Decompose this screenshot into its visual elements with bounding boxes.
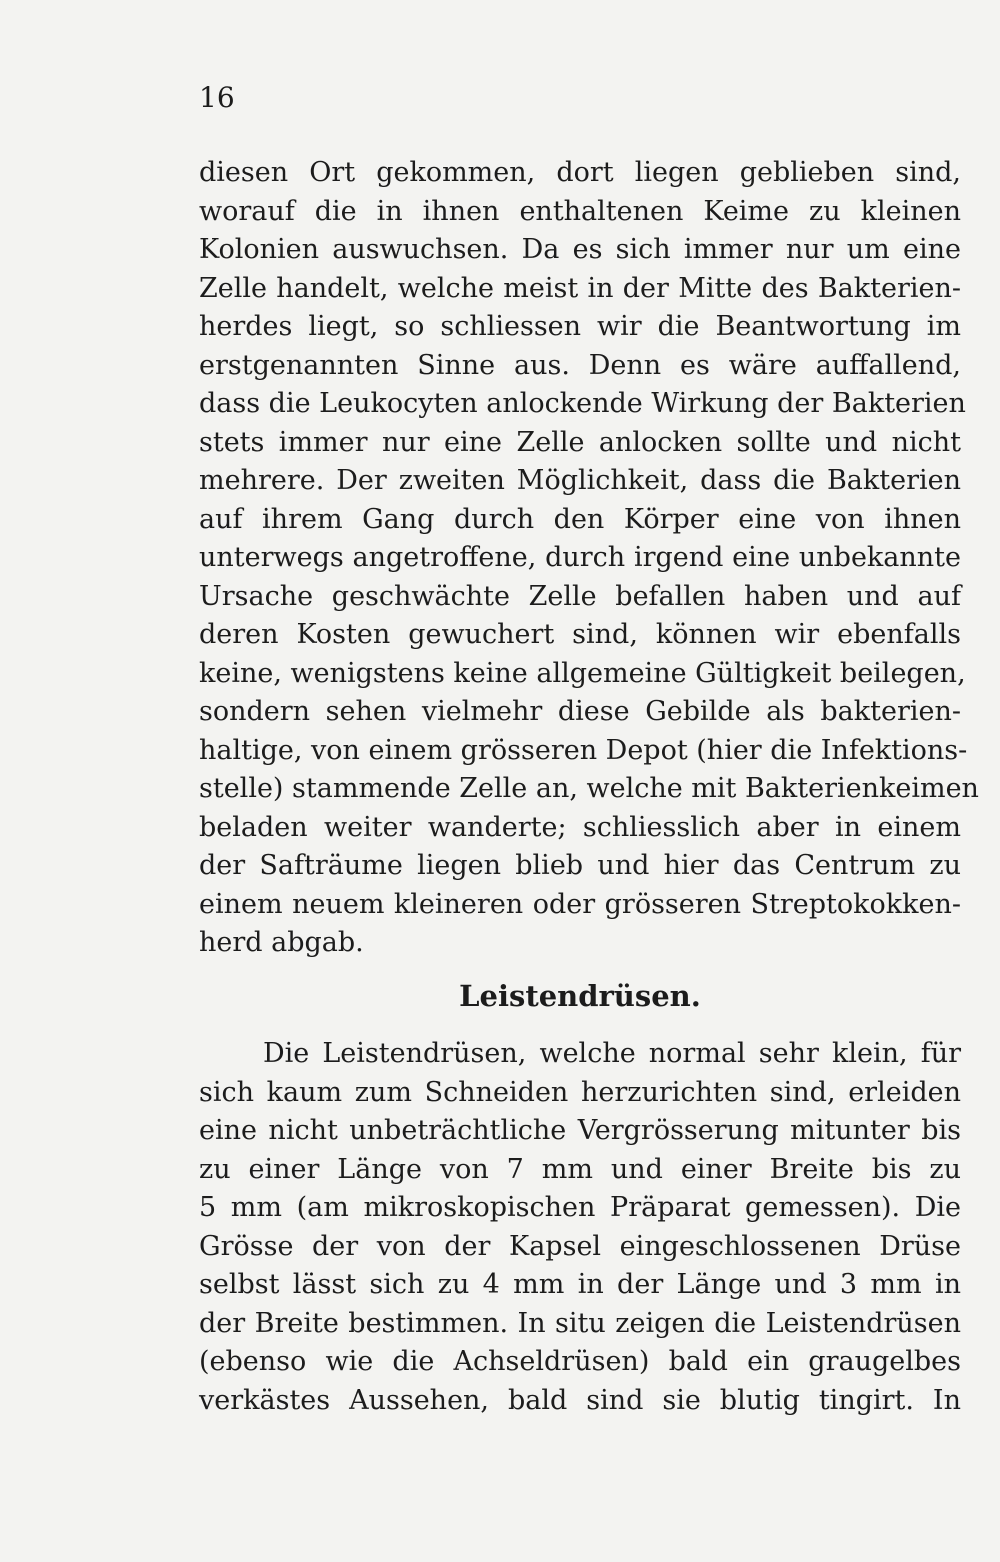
text-line: der Safträume liegen blieb und hier das Centrum zu [199,850,961,881]
text-line: (ebenso wie die Achseldrüsen) bald ein graugelbes [199,1346,961,1377]
text-line: beladen weiter wanderte; schliesslich aber in einem [199,811,961,843]
text-line: stelle) stammende Zelle an, welche mit Bakterienkeimen [199,773,979,804]
text-line: diesen Ort gekommen, dort liegen geblieben sind, [199,157,961,188]
text-line: Zelle handelt, welche meist in der Mitte des Bakterien- [199,272,961,304]
text-line: Grösse der von der Kapsel eingeschlossenen Drüse [199,1230,961,1262]
text-line: herd abgab. [199,927,364,958]
text-line: selbst lässt sich zu 4 mm in der Länge und 3 mm in [199,1269,961,1300]
text-line: deren Kosten gewuchert sind, können wir ebenfalls [199,619,961,650]
section-heading: Leistendrüsen. [459,979,701,1013]
text-line: der Breite bestimmen. In situ zeigen die Leistendrüsen [199,1307,961,1339]
text-line: verkästes Aussehen, bald sind sie blutig tingirt. In [199,1384,961,1416]
text-line: unterwegs angetroffene, durch irgend eine unbekannte [199,542,961,573]
text-line: haltige, von einem grösseren Depot (hier die Infektions- [199,734,968,766]
body-paragraph-1 [199,154,979,963]
text-line: herdes liegt, so schliessen wir die Beantwortung im [199,311,961,342]
text-line: Kolonien auswuchsen. Da es sich immer nur um eine [199,234,961,265]
text-line: eine nicht unbeträchtliche Vergrösserung mitunter bis [199,1115,961,1146]
text-line: 5 mm (am mikroskopischen Präparat gemessen). Die [199,1192,961,1223]
text-line: erstgenannten Sinne aus. Denn es wäre auffallend, [199,349,961,381]
text-line: einem neuem kleineren oder grösseren Streptokokken- [199,888,961,920]
text-line: zu einer Länge von 7 mm und einer Breite bis zu [199,1153,961,1185]
page-number: 16 [199,81,235,114]
text-line: sondern sehen vielmehr diese Gebilde als bakterien- [199,696,961,727]
text-line: auf ihrem Gang durch den Körper eine von ihnen [199,503,961,535]
text-line: sich kaum zum Schneiden herzurichten sind, erleiden [199,1076,961,1108]
text-line: worauf die in ihnen enthaltenen Keime zu kleinen [199,195,961,227]
text-line: keine, wenigstens keine allgemeine Gültigkeit beilegen, [199,657,966,689]
text-line: Ursache geschwächte Zelle befallen haben und auf [199,580,961,612]
text-line: stets immer nur eine Zelle anlocken sollte und nicht [199,426,961,458]
text-line: Die Leistendrüsen, welche normal sehr klein, für [263,1038,961,1069]
text-line: mehrere. Der zweiten Möglichkeit, dass die Bakterien [199,465,961,496]
body-paragraph-2 [199,1035,961,1420]
text-line: dass die Leukocyten anlockende Wirkung der Bakterien [199,388,966,419]
